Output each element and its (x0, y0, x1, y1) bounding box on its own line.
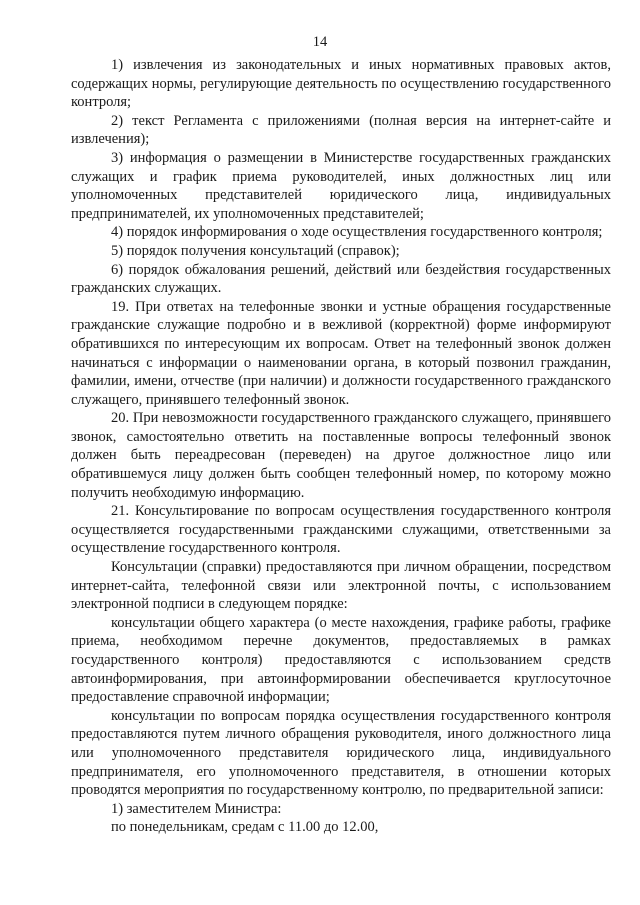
paragraph-schedule: по понедельникам, средам с 11.00 до 12.00, (111, 819, 379, 836)
page-number: 14 (312, 34, 328, 50)
paragraph-item-2-regulation-text: 2) текст Регламента с приложениями (полная версия на интернет-сайте и извлечения); (71, 112, 611, 148)
paragraph-consultations-provided: Консультации (справки) предоставляются при личном обращении, посредством интернет-сайта, телефонной связи или электронной почты, с использованием электронной подписи в следующем порядке: (71, 559, 611, 613)
paragraph-deputy-minister: 1) заместителем Министра: (111, 800, 282, 817)
paragraph-clause-21: 21. Консультирование по вопросам осуществления государственного контроля осуществляется государственными гражданскими служащими, ответственными за осуществление государственного контроля. (71, 503, 611, 557)
paragraph-general-consultations: консультации общего характера (о месте нахождения, графике работы, графике приема, необходимом перечне документов, предоставляемых в рамках государственного контроля) предоставляются с использованием средств автоинформирования, при автоинформировании обеспечивается круглосуточное предоставление справочной информации; (71, 614, 611, 706)
paragraph-item-5-consultations-order: 5) порядок получения консультаций (справок); (111, 242, 400, 259)
paragraph-item-4-informing-order: 4) порядок информирования о ходе осуществления государственного контроля; (111, 224, 603, 241)
document-body (71, 56, 611, 837)
paragraph-item-3-placement-info: 3) информация о размещении в Министерстве государственных гражданских служащих и график приема руководителей, иных должностных лиц или уполномоченных представителей юридического лица, индивидуальных предпринимателей, их уполномоченных представителей; (71, 149, 611, 222)
paragraph-clause-19: 19. При ответах на телефонные звонки и устные обращения государственные гражданские служащие подробно и в вежливой (корректной) форме информируют обратившихся по интересующим их вопросам. Ответ на телефонный звонок должен начинаться с информации о наименовании органа, в который позвонил гражданин, фамилии, имени, отчестве (при наличии) и должности государственного гражданского служащего, принявшего телефонный звонок. (71, 298, 611, 408)
paragraph-procedure-consultations: консультации по вопросам порядка осуществления государственного контроля предоставляются путем личного обращения руководителя, иного должностного лица или уполномоченного представителя юридического лица, индивидуального предпринимателя, его уполномоченного представителя, в отношении которых проводятся мероприятия по государственному контролю, по предварительной записи: (71, 707, 611, 799)
paragraph-clause-20: 20. При невозможности государственного гражданского служащего, принявшего звонок, самостоятельно ответить на поставленные вопросы телефонный звонок должен быть переадресован (переведен) на другое должностное лицо или обратившемуся лицу должен быть сообщен телефонный номер, по которому можно получить необходимую информацию. (71, 410, 611, 501)
paragraph-item-1-extracts: 1) извлечения из законодательных и иных нормативных правовых актов, содержащих нормы, регулирующие деятельность по осуществлению государственного контроля; (71, 57, 611, 111)
paragraph-item-6-appeal-order: 6) порядок обжалования решений, действий или бездействия государственных гражданских служащих. (71, 261, 611, 297)
